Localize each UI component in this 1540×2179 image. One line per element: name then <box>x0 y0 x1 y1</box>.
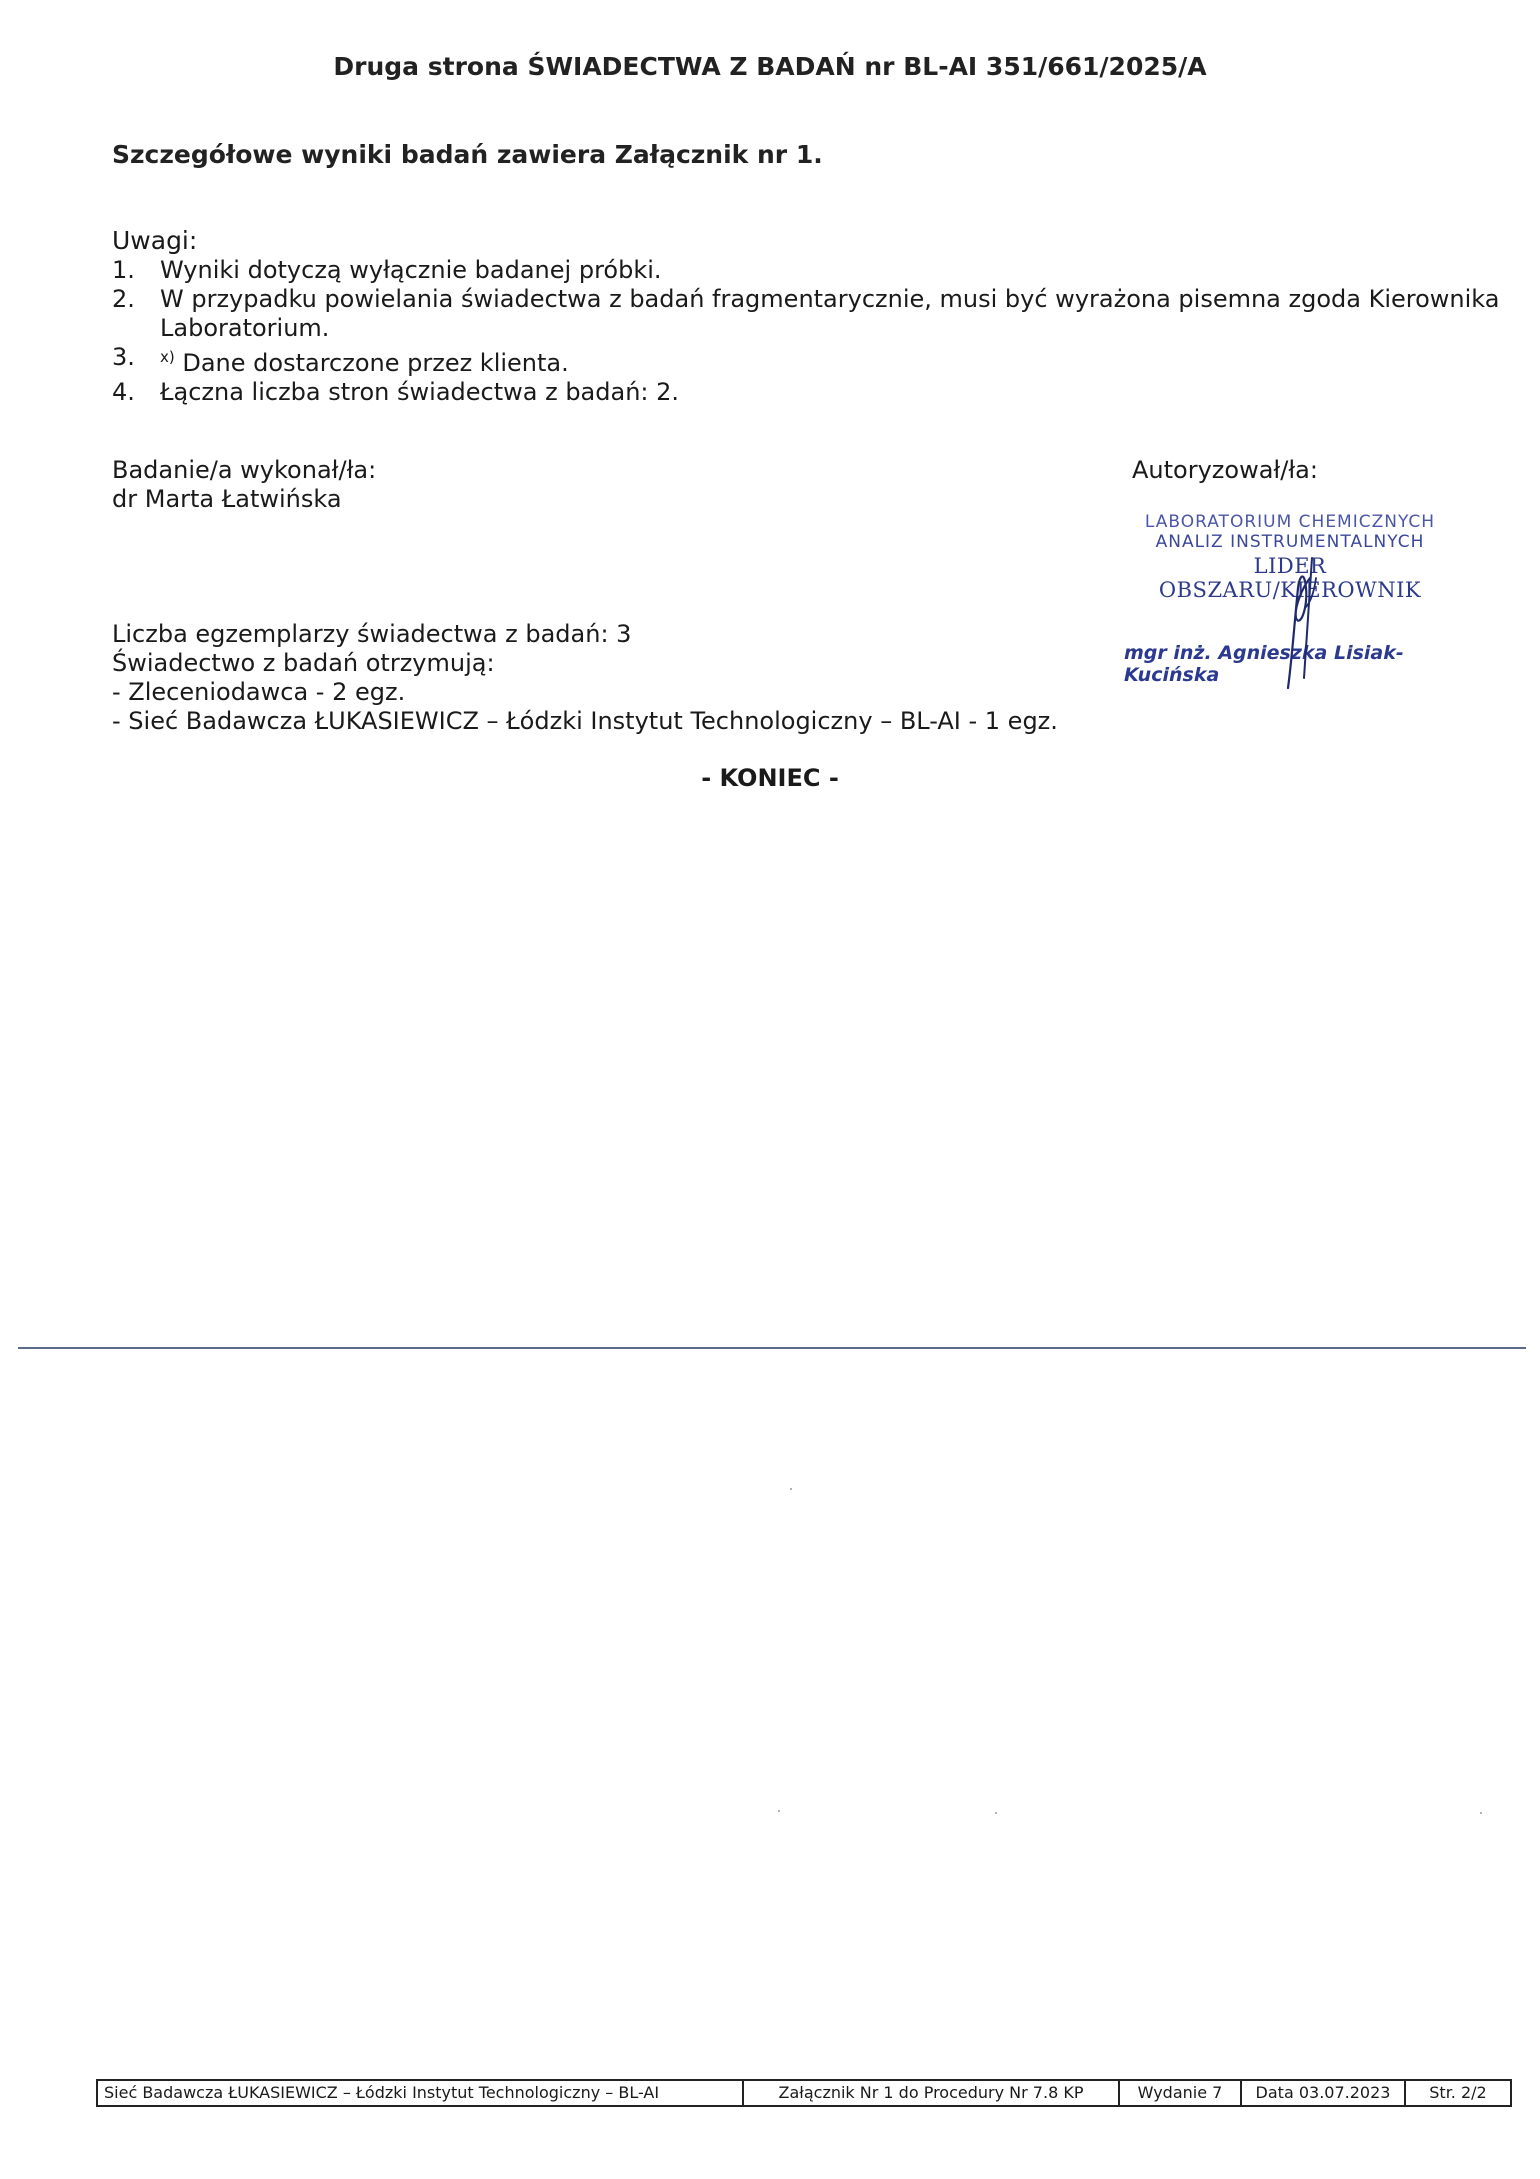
recipients-label: Świadectwo z badań otrzymują: <box>112 649 495 677</box>
stamp-name: mgr inż. Agnieszka Lisiak-Kucińska <box>1124 642 1404 686</box>
stamp-line-2: ANALIZ INSTRUMENTALNYCH <box>1155 532 1425 552</box>
remark-number: 2. <box>112 285 135 313</box>
footer-edition: Wydanie 7 <box>1120 2081 1242 2105</box>
recipient-item: - Zleceniodawca - 2 egz. <box>112 678 406 706</box>
remark-number: 3. <box>112 343 135 371</box>
remark-item <box>112 285 1512 343</box>
scan-speck <box>995 1812 997 1814</box>
scan-speck <box>790 1488 792 1490</box>
footer-institute: Sieć Badawcza ŁUKASIEWICZ – Łódzki Instytut Technologiczny – BL-AI <box>98 2081 744 2105</box>
remark-item <box>112 256 1512 285</box>
remarks-list <box>112 256 1512 407</box>
remark-text: Dane dostarczone przez klienta. <box>174 349 569 377</box>
remark-text: Łączna liczba stron świadectwa z badań: 2. <box>160 378 680 406</box>
copies-count: Liczba egzemplarzy świadectwa z badań: 3 <box>112 620 632 648</box>
document-title: Druga strona ŚWIADECTWA Z BADAŃ nr BL-AI 351/661/2025/A <box>333 52 1207 81</box>
scan-speck <box>778 1810 780 1812</box>
footer-page-number: Str. 2/2 <box>1429 2083 1487 2102</box>
performed-by-label: Badanie/a wykonał/ła: <box>112 456 377 484</box>
remark-text: W przypadku powielania świadectwa z badań fragmentarycznie, musi być wyrażona pisemna zgoda Kierownika Laboratorium. <box>160 285 1500 342</box>
handwritten-signature <box>1260 548 1350 698</box>
scan-speck <box>1480 1812 1482 1814</box>
details-note: Szczegółowe wyniki badań zawiera Załącznik nr 1. <box>112 140 823 169</box>
end-marker: - KONIEC - <box>701 764 839 792</box>
remark-text: Wyniki dotyczą wyłącznie badanej próbki. <box>160 256 662 284</box>
footer-annex: Załącznik Nr 1 do Procedury Nr 7.8 KP <box>744 2081 1120 2105</box>
remark-text-wrap <box>160 343 1512 378</box>
stamp-line-1: LABORATORIUM CHEMICZNYCH <box>1144 512 1436 532</box>
horizontal-rule <box>18 1347 1526 1349</box>
remark-item <box>112 343 1512 378</box>
remark-number: 4. <box>112 378 135 406</box>
authorized-label: Autoryzował/ła: <box>1132 456 1318 484</box>
remark-item <box>112 378 1512 407</box>
remarks-label: Uwagi: <box>112 226 198 255</box>
stamp-line-3: LIDER OBSZARU/KIEROWNIK <box>1158 554 1422 602</box>
page-footer <box>96 2079 1512 2107</box>
footer-date: Data 03.07.2023 <box>1242 2081 1406 2105</box>
copies-section <box>112 620 1058 736</box>
performed-by-name: dr Marta Łatwińska <box>112 485 342 513</box>
performed-by <box>112 456 376 514</box>
remark-number: 1. <box>112 256 135 284</box>
remark-superscript: x) <box>160 348 175 366</box>
recipient-item: - Sieć Badawcza ŁUKASIEWICZ – Łódzki Instytut Technologiczny – BL-AI - 1 egz. <box>112 707 1058 735</box>
